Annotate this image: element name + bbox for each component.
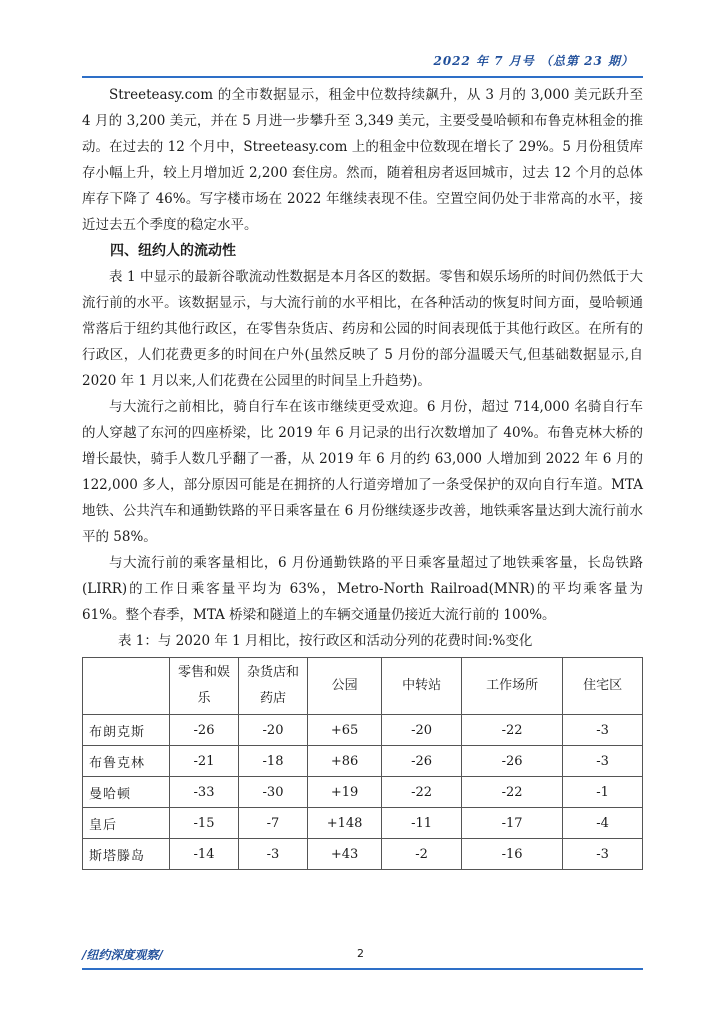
borough-cell: 斯塔滕岛 (83, 839, 170, 870)
value-cell: -26 (382, 746, 462, 777)
value-cell: -17 (461, 808, 562, 839)
value-cell: -26 (170, 715, 239, 746)
publication-brand: /纽约深度观察/ (82, 948, 163, 962)
value-cell: -3 (563, 746, 643, 777)
column-header: 零售和娱乐 (170, 658, 239, 715)
paragraph-mobility: 表 1 中显示的最新谷歌流动性数据是本月各区的数据。零售和娱乐场所的时间仍然低于大流行前的水平。该数据显示，与大流行前的水平相比，在各种活动的恢复时间方面，曼哈顿通常落后于纽约其他行政区，在零售杂货店、药房和公园的时间表现低于其他行政区。在所有的行政区，人们花费更多的时间在户外(虽然反映了 5 月份的部分温暖天气,但基础数据显示,自 2020 年 1 月以来,人们花费在公园里的时间呈上升趋势)。 (82, 269, 643, 389)
value-cell: -1 (563, 777, 643, 808)
value-cell: -26 (461, 746, 562, 777)
mobility-table (82, 657, 643, 870)
table-caption: 表 1：与 2020 年 1 月相比，按行政区和活动分列的花费时间:%变化 (118, 633, 533, 649)
value-cell: -3 (239, 839, 308, 870)
column-header: 中转站 (382, 658, 462, 715)
paragraph-ridership: 与大流行前的乘客量相比，6 月份通勤铁路的平日乘客量超过了地铁乘客量，长岛铁路(LIRR)的工作日乘客量平均为 63%，Metro-North Railroad(MNR)的平均乘客量为 61%。整个春季，MTA 桥梁和隧道上的车辆交通量仍接近大流行前的 100%。 (82, 555, 643, 623)
value-cell: -33 (170, 777, 239, 808)
value-cell: -18 (239, 746, 308, 777)
value-cell: -20 (382, 715, 462, 746)
table-header-row (83, 658, 643, 715)
value-cell: +86 (308, 746, 382, 777)
table-row (83, 715, 643, 746)
value-cell: +43 (308, 839, 382, 870)
value-cell: -3 (563, 715, 643, 746)
value-cell: -22 (382, 777, 462, 808)
paragraph-cycling: 与大流行之前相比，骑自行车在该市继续更受欢迎。6 月份，超过 714,000 名骑自行车的人穿越了东河的四座桥梁，比 2019 年 6 月记录的出行次数增加了 40%。布鲁克林大桥的增长最快，骑手人数几乎翻了一番，从 2019 年 6 月的约 63,000 人增加到 2022 年 6 月的 122,000 多人，部分原因可能是在拥挤的人行道旁增加了一条受保护的双向自行车道。MTA 地铁、公共汽车和通勤铁路的平日乘客量在 6 月份继续逐步改善，地铁乘客量达到大流行前水平的 58%。 (82, 399, 643, 545)
value-cell: -7 (239, 808, 308, 839)
footer-rule (82, 968, 643, 970)
borough-cell: 布鲁克林 (83, 746, 170, 777)
value-cell: -21 (170, 746, 239, 777)
value-cell: -4 (563, 808, 643, 839)
value-cell: -11 (382, 808, 462, 839)
value-cell: +19 (308, 777, 382, 808)
article-body (82, 82, 643, 870)
table-row (83, 839, 643, 870)
value-cell: +148 (308, 808, 382, 839)
value-cell: -22 (461, 715, 562, 746)
value-cell: -30 (239, 777, 308, 808)
column-header: 公园 (308, 658, 382, 715)
paragraph-rent: Streeteasy.com 的全市数据显示，租金中位数持续飙升，从 3 月的 3,000 美元跃升至 4 月的 3,200 美元，并在 5 月进一步攀升至 3,349 美元，主要受曼哈顿和布鲁克林租金的推动。在过去的 12 个月中，Streeteasy.com 上的租金中位数现在增长了 29%。5 月份租赁库存小幅上升，较上月增加近 2,200 套住房。然而，随着租房者返回城市，过去 12 个月的总体库存下降了 46%。写字楼市场在 2022 年继续表现不佳。空置空间仍处于非常高的水平，接近过去五个季度的稳定水平。 (82, 87, 643, 233)
table-row (83, 777, 643, 808)
issue-header: 2022 年 7 月号 （总第 23 期） (433, 54, 634, 68)
value-cell: -15 (170, 808, 239, 839)
column-header: 杂货店和药店 (239, 658, 308, 715)
value-cell: -2 (382, 839, 462, 870)
page-number: 2 (357, 947, 364, 960)
table-row (83, 746, 643, 777)
value-cell: -16 (461, 839, 562, 870)
value-cell: -14 (170, 839, 239, 870)
column-header (83, 658, 170, 715)
value-cell: -3 (563, 839, 643, 870)
borough-cell: 曼哈顿 (83, 777, 170, 808)
value-cell: +65 (308, 715, 382, 746)
column-header: 住宅区 (563, 658, 643, 715)
borough-cell: 布朗克斯 (83, 715, 170, 746)
value-cell: -20 (239, 715, 308, 746)
value-cell: -22 (461, 777, 562, 808)
borough-cell: 皇后 (83, 808, 170, 839)
section-title: 四、纽约人的流动性 (110, 243, 236, 259)
header-rule (82, 76, 643, 78)
table-row (83, 808, 643, 839)
column-header: 工作场所 (461, 658, 562, 715)
